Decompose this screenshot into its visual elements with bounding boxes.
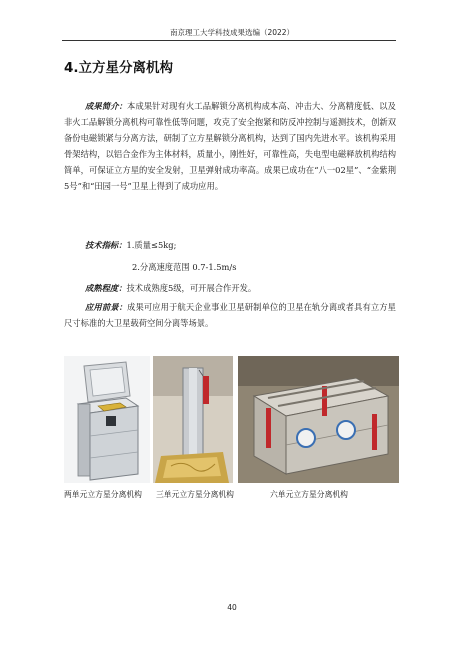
summary-text: 本成果针对现有火工品解锁分离机构成本高、冲击大、分离精度低、以及非火工品解锁分离机构可靠性低等问题，攻克了安全抱紧和防反冲控制与遥测技术，创新双备份电磁锁紧与分离方法，研制了立方星解锁分离机构，达到了国内先进水平。该机构采用骨架结构，以铝合金作为主体材料，质量小，刚性好，可靠性高，失电型电磁释放机构结构简单，可保证立方星的安全发射，卫星弹射成功率高。成果已成功在“八一02星”、“金紫荆5号”和“田园一号”卫星上得到了成功应用。	[64, 101, 396, 191]
application-text: 成果可应用于航天企业事业卫星研制单位的卫星在轨分离或者具有立方星尺寸标准的大卫星载荷空间分离等场景。	[64, 302, 396, 328]
three-unit-deployer-illustration	[153, 356, 233, 483]
figure-caption-two-unit: 两单元立方星分离机构	[64, 490, 142, 499]
figure-caption-six-unit: 六单元立方星分离机构	[270, 490, 348, 499]
summary-lead: 成果简介：	[85, 101, 128, 111]
photo-two-unit-deployer	[64, 356, 150, 483]
two-unit-deployer-illustration	[64, 356, 150, 483]
figure-caption-three-unit: 三单元立方星分离机构	[156, 490, 234, 499]
six-unit-deployer-illustration	[238, 356, 399, 483]
photo-three-unit-deployer	[153, 356, 233, 483]
specs-line-2	[132, 259, 236, 275]
header-divider	[62, 40, 396, 41]
running-header: 南京理工大学科技成果选编（2022）	[169, 28, 295, 37]
application-paragraph	[64, 299, 396, 331]
section-title: 4.立方星分离机构	[64, 60, 174, 76]
summary-paragraph	[64, 98, 396, 194]
maturity-line	[85, 280, 256, 296]
photo-six-unit-deployer	[238, 356, 399, 483]
maturity-lead: 成熟程度：	[85, 283, 127, 293]
application-lead: 应用前景：	[85, 302, 128, 312]
specs-line-1	[85, 237, 176, 253]
specs-item-1: 1.质量≤5kg;	[126, 240, 177, 250]
specs-item-2: 2.分离速度范围 0.7-1.5m/s	[132, 262, 237, 272]
specs-lead: 技术指标：	[85, 240, 127, 250]
maturity-text: 技术成熟度5级，可开展合作开发。	[126, 283, 257, 293]
page-number: 40	[227, 603, 237, 612]
